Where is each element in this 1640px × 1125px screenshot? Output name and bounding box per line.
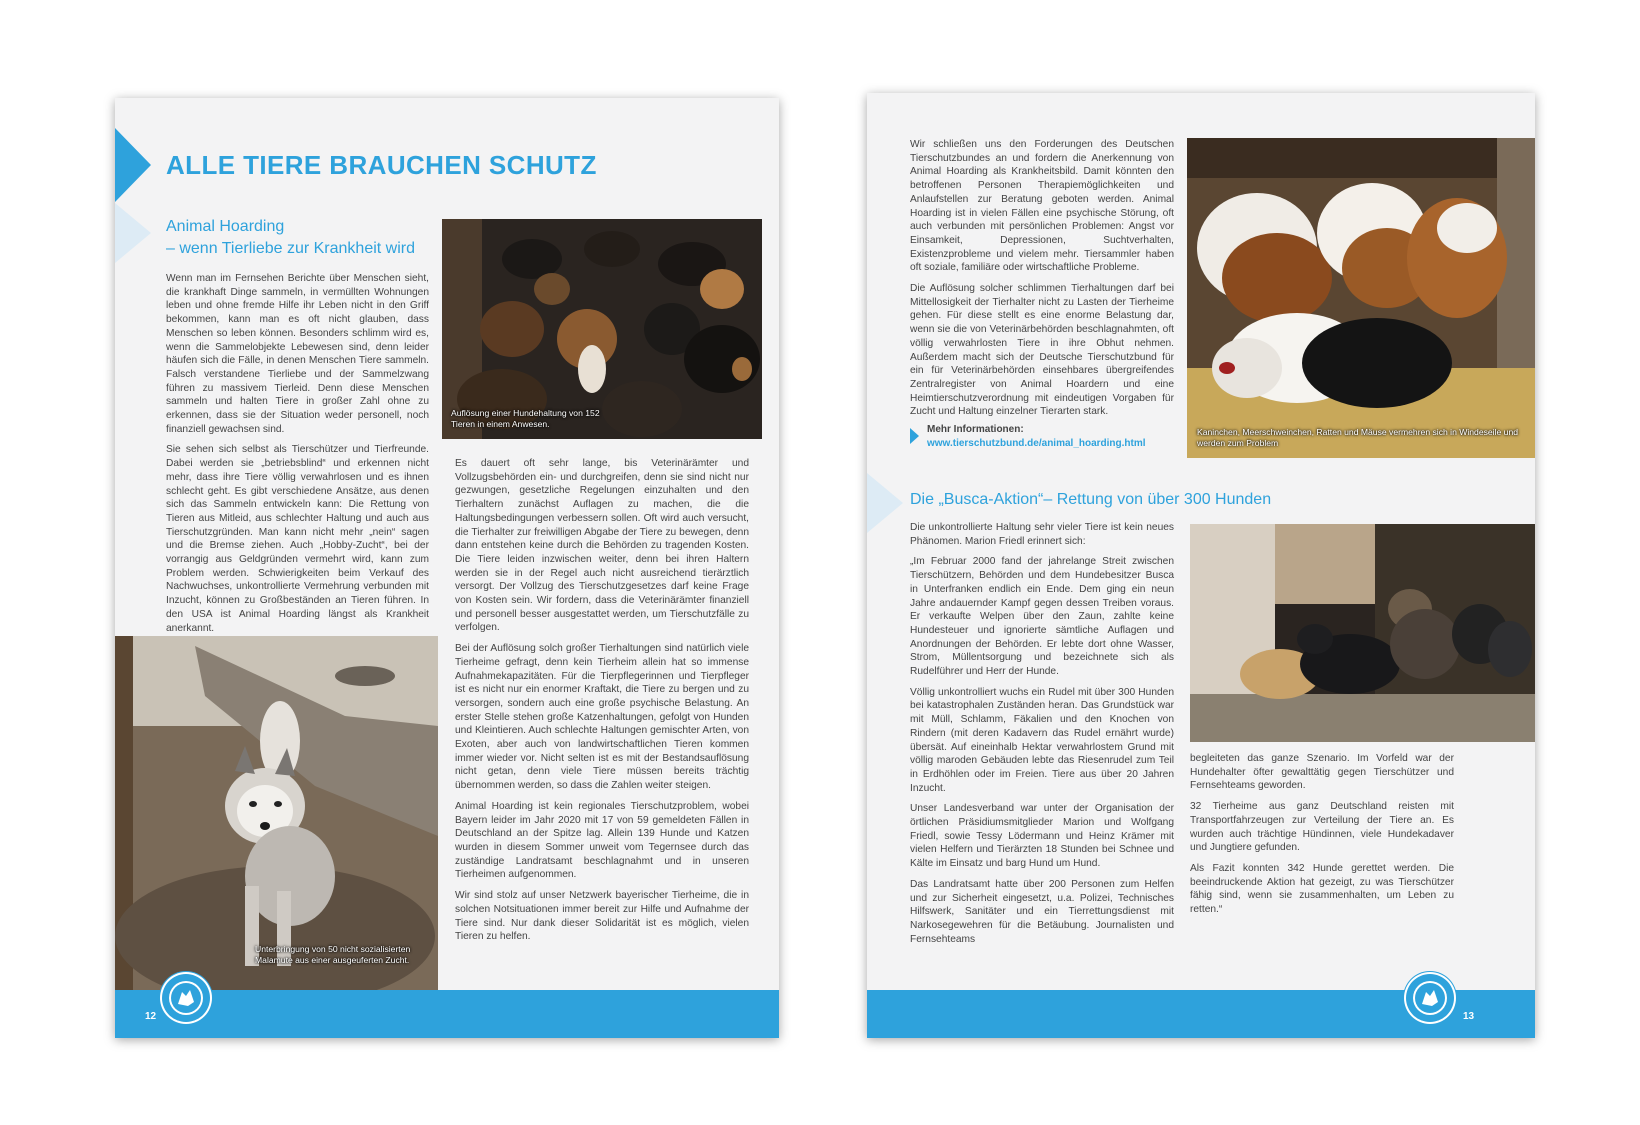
photo-husky [115,636,438,992]
intro-column [910,138,1174,426]
paragraph: Animal Hoarding ist kein regionales Tierschutzproblem, wobei Bayern leider im Jahr 2020 mit 17 von 59 gemeldeten Fällen in Deutschland an der Spitze lag. Allein 139 Hunde und Katzen wurden in diesem Sommer unweit vom Tegernsee durch das zuständige Landratsamt beschlagnahmt und in unseren Tierheimen aufgenommen. [455,800,749,881]
tierschutzbund-logo-icon [1404,972,1456,1024]
busca-column-1 [910,521,1174,953]
paragraph: Unser Landesverband war unter der Organisation der örtlichen Präsidiumsmitglieder Marion und Wolfgang Friedl, sowie Tessy Lödermann und Heinz Krämer mit vielen Helfern und Tierärzten 18 Stunden bei Schnee und Kälte im Einsatz und barg Hund um Hund. [910,803,1174,870]
paragraph: 32 Tierheime aus ganz Deutschland reisten mit Transportfahrzeugen zur Verteilung der Tiere an. Es wurden auch trächtige Hündinnen, viele Hundekadaver und Jungtiere gefunden. [1190,801,1454,854]
subheading-line-1: Animal Hoarding [166,218,285,235]
paragraph: Die Auflösung solcher schlimmen Tierhaltungen darf bei Mittellosigkeit der Tierhalter nicht zu Lasten der Tierheime gehen. Für diese stellt es eine enorme Belastung dar, wenn sie die von Veterinärbehörden beschlagnahmten, oft völlig verwahrlosten Tiere in ihre Obhut nehmen. Außerdem macht sich der Deutsche Tierschutzbund für ein für Veterinärbehörden einsehbares übergreifendes Zentralregister von Animal Hoardern und eine Heimtierschutzverordnung mit eindeutigen Vorgaben für Zucht und Haltung einzelner Tierarten stark. [910,283,1174,418]
paragraph: Das Landratsamt hatte über 200 Personen zum Helfen und zur Sicherheit eingesetzt, u.a. Polizei, Technisches Hilfswerk, Sanitäter und ein Tierrettungsdienst mit Narkosegewehren für die Betäubung. Journalisten und Fernsehteams [910,878,1174,945]
page-headline: ALLE TIERE BRAUCHEN SCHUTZ [166,150,597,180]
paragraph: Völlig unkontrolliert wuchs ein Rudel mit über 300 Hunden bei katastrophalen Zuständen heran. Das Grundstück war mit Müll, Schlamm, Fäkalien und den Knochen von Rindern (mit deren Kadavern das Rudel ernährt wurde) übersät. Auf eineinhalb Hektar verwahrlostem Grund mit völlig maroden Gebäuden lebte das Riesenrudel zum Teil in Erdhöhlen oder im Freien. Tiere aus über 20 Jahren Inzucht. [910,686,1174,794]
paragraph: Als Fazit konnten 342 Hunde gerettet werden. Die beeindruckende Aktion hat gezeigt, zu was Tierschützer fähig sind, wenn sie zusammenhalten, um Leben zu retten.“ [1190,862,1454,916]
paragraph: „Im Februar 2000 fand der jahrelange Streit zwischen Tierschützern, Behörden und dem Hundebesitzer Busca in Unterfranken endlich ein Ende. Dem ging ein neun Jahre andauernder Kampf gegen dessen Treiben voraus. Er verkaufte Welpen über den Zaun, zahlte keine Hundesteuer und ignorierte sämtliche Auflagen und Anordnungen der Behörden. Er lebte dort ohne Wasser, Strom, Müllentsorgung und bezeichnete sich als Rudelführer und Herr der Hunde. [910,556,1174,678]
tierschutzbund-logo-icon [160,972,212,1024]
photo-busca-dogs [1190,524,1535,742]
photo-guinea-pigs [1187,138,1535,458]
info-arrow-icon [910,428,919,444]
page-number: 12 [145,1011,157,1022]
subhead-arrow-icon [115,203,151,263]
photo-guinea-pigs-caption: Kaninchen, Meerschweinchen, Ratten und Mäuse vermehren sich in Windeseile und werden zum Problem [1197,427,1519,448]
photo-dogs [442,219,762,439]
paragraph: begleiteten das ganze Szenario. Im Vorfeld war der Hundehalter öfter gewalttätig gegen Tierschützer und Fernsehteams geworden. [1190,753,1454,792]
left-page [115,98,779,1038]
info-link[interactable]: www.tierschutzbund.de/animal_hoarding.html [927,438,1146,449]
paragraph: Wir sind stolz auf unser Netzwerk bayerischer Tierheime, die in solchen Notsituationen immer bereit zur Hilfe und Aufnahme der Tiere sind. Nur dank dieser Solidarität ist es möglich, vielen Tieren zu helfen. [455,890,749,943]
headline-arrow-icon [115,128,151,202]
left-column-2 [455,457,749,951]
page-number: 13 [1463,1011,1475,1022]
paragraph: Bei der Auflösung solch großer Tierhaltungen sind natürlich viele Tierheime gefragt, denn kein Tierheim allein hat so immense Aufnahmekapazitäten. Für die Tierpflegerinnen und Tierpfleger ist es nicht nur ein enormer Kraftakt, die Tiere zu bergen und zu versorgen, sondern auch eine große psychische Belastung. An erster Stelle stehen große Katzenhaltungen, gefolgt von Hunden und Kleintieren. Auch schlechte Haltungen gemischter Arten, von Exoten, aber auch von landwirtschaftlichen Tieren kommen immer wieder vor. Nicht selten ist es mit der Bestandsauflösung nicht getan, denn viele Tiere müssen bereits trächtig übernommen werden, so dass die Zahlen weiter steigen. [455,643,749,792]
section-arrow-icon [867,473,903,533]
paragraph: Es dauert oft sehr lange, bis Veterinärämter und Vollzugsbehörden ein- und durchgreifen, denn sie sind nicht nur gezwungen, gesetzliche Regelungen einzuhalten und den Tierhaltern zunächst Auflagen zu machen, die die Haltungsbedingungen verbessern sollen. Oft wird auch versucht, die Tierhalter zur freiwilligen Abgabe der Tiere zu bewegen, denn dann entstehen keine durch die Behörden zu tragenden Kosten. Die Tiere leiden inzwischen weiter, denn bei ihren Haltern werden sie in der Regel auch nicht ausreichend tierärztlich versorgt. Der Vollzug des Tierschutzgesetzes darf keine Frage von Kosten sein. Wir fordern, dass die Veterinärämter finanziell und personell besser ausgestattet werden, um Tierschutzfälle zu verfolgen. [455,458,749,634]
section-heading: Die „Busca-Aktion“– Rettung von über 300 Hunden [910,491,1272,508]
left-column-1 [166,272,429,642]
info-label: Mehr Informationen: [927,424,1024,435]
subheading-line-2: – wenn Tierliebe zur Krankheit wird [166,240,416,257]
footer-bar [115,990,779,1038]
right-page [867,93,1535,1038]
paragraph: Wenn man im Fernsehen Berichte über Menschen sieht, die krankhaft Dinge sammeln, in vermüllten Wohnungen leben und ohne fremde Hilfe ihr Leben nicht in den Griff bekommen, kann man es oft nicht glauben, dass Menschen so leben können. Besonders schlimm wird es, wenn die Sammelobjekte Lebewesen sind, denn leider häufen sich die Fälle, in denen Menschen Tiere sammeln. Falsch verstandene Tierliebe und der Sammelzwang führen zu massivem Tierleid. Denn diese Menschen sammeln und halten Tiere in großer Zahl ohne zu erkennen, dass sie der Situation weder personell, noch finanziell gewachsen sind. [166,273,429,435]
paragraph: Sie sehen sich selbst als Tierschützer und Tierfreunde. Dabei werden sie „betriebsblind“ und erkennen nicht mehr, dass ihre Tiere völlig verwahrlosen und es ihnen schlecht geht. Es gibt verschiedene Ansätze, aus denen sich das Sammeln entwickeln kann: Die Rettung von Tieren aus Mitleid, aus schlechter Haltung und auch aus Tierschutzgründen. Man kann nicht mehr „nein“ sagen und die Bremse ziehen. Auch „Hobby-Zucht“, bei der vorrangig aus Geldgründen vermehrt wird, kann zum Problem werden. Schwierigkeiten beim Verkauf des Nachwuchses, unkontrollierte Vermehrung verbunden mit Inzucht, können zu Großbeständen an Tieren führen. In den USA ist Animal Hoarding längst als Krankheit anerkannt. [166,444,429,634]
photo-dogs-caption: Auflösung einer Hundehaltung von 152 Tieren in einem Anwesen. [451,408,600,429]
paragraph: Die unkontrollierte Haltung sehr vieler Tiere ist kein neues Phänomen. Marion Friedl erinnert sich: [910,522,1174,547]
paragraph: Wir schließen uns den Forderungen des Deutschen Tierschutzbundes an und fordern die Anerkennung von Animal Hoarding als Krankheitsbild. Damit könnten den betroffenen Personen Therapiemöglichkeiten und Anlaufstellen zur Beratung geboten werden. Animal Hoarding ist in vielen Fällen eine psychische Störung, oft auch verbunden mit persönlichen Problemen: Angst vor Einsamkeit, Depressionen, Suchtverhalten, Existenzprobleme und vielem mehr. Tiersammler haben oft soziale, familiäre oder wirtschaftliche Probleme. [910,139,1174,274]
busca-column-2 [1190,752,1454,924]
photo-husky-caption: Unterbringung von 50 nicht sozialisierten Malamute aus einer ausgeuferten Zucht. [255,944,411,965]
subheading [166,216,415,260]
